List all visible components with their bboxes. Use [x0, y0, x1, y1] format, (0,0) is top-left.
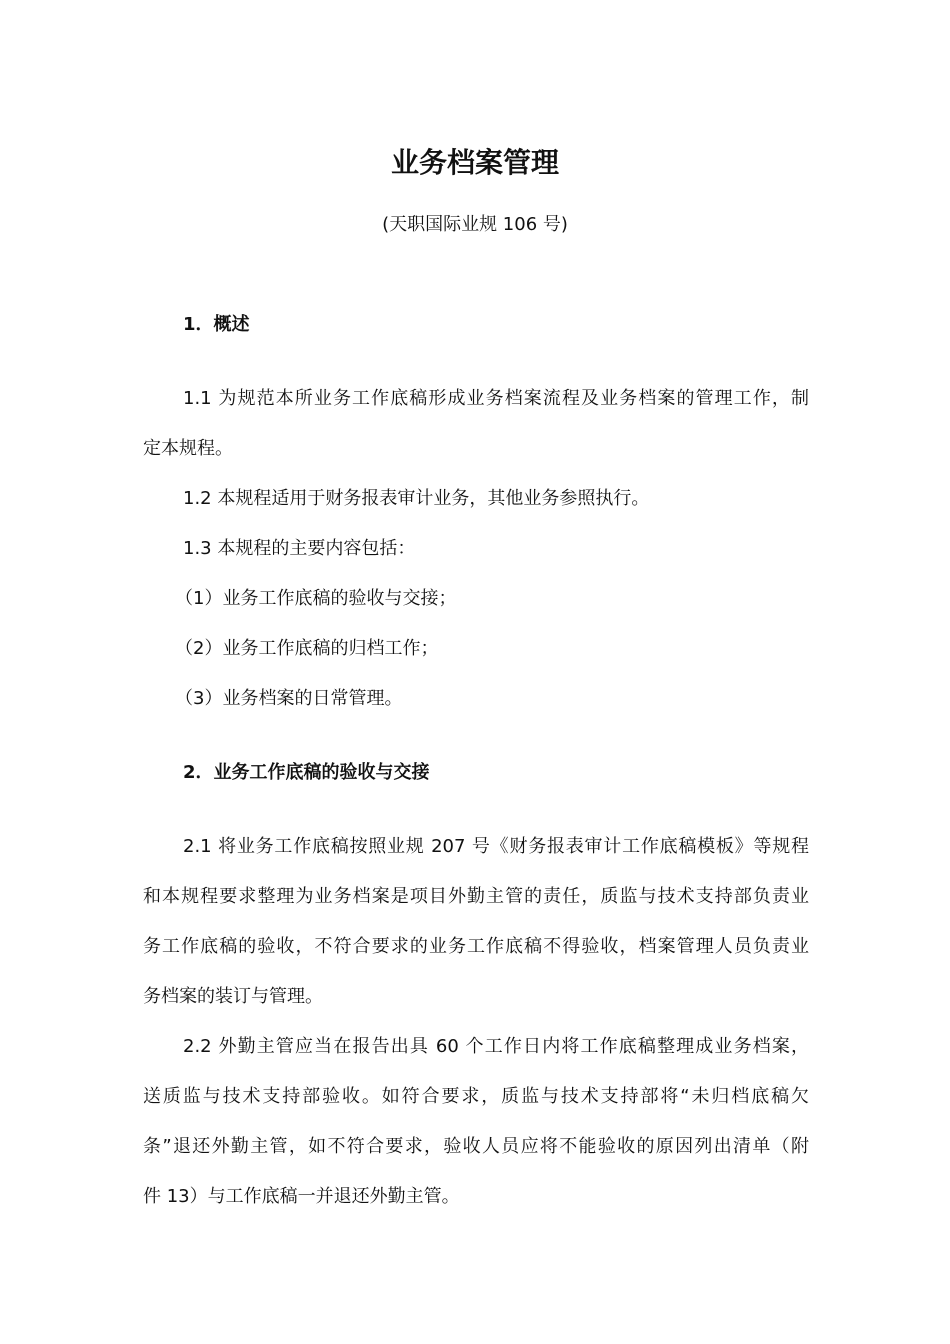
list-item-1: （1）业务工作底稿的验收与交接； — [175, 588, 457, 609]
document-title: 业务档案管理 — [390, 146, 559, 179]
paragraph-1-2: 1.2 本规程适用于财务报表审计业务，其他业务参照执行。 — [183, 488, 650, 509]
paragraph-2-1-line-1: 2.1 将业务工作底稿按照业规 207 号《财务报表审计工作底稿模板》等规程 — [183, 836, 809, 857]
paragraph-2-2-line-1: 2.2 外勤主管应当在报告出具 60 个工作日内将工作底稿整理成业务档案， — [183, 1036, 809, 1057]
paragraph-2-1-line-4: 务档案的装订与管理。 — [143, 986, 323, 1007]
paragraph-2-1-line-3: 务工作底稿的验收，不符合要求的业务工作底稿不得验收，档案管理人员负责业 — [143, 936, 809, 957]
paragraph-2-1-line-2: 和本规程要求整理为业务档案是项目外勤主管的责任，质监与技术支持部负责业 — [143, 886, 809, 907]
paragraph-2-2-line-4: 件 13）与工作底稿一并退还外勤主管。 — [143, 1186, 460, 1207]
list-item-2: （2）业务工作底稿的归档工作； — [175, 638, 439, 659]
paragraph-1-1-line-2: 定本规程。 — [143, 438, 233, 459]
paragraph-1-1-line-1: 1.1 为规范本所业务工作底稿形成业务档案流程及业务档案的管理工作，制 — [183, 388, 809, 409]
list-item-3: （3）业务档案的日常管理。 — [175, 688, 403, 709]
paragraph-1-3: 1.3 本规程的主要内容包括： — [183, 538, 416, 559]
document-subtitle: (天职国际业规 106 号) — [382, 214, 568, 235]
paragraph-2-2-line-3: 条”退还外勤主管，如不符合要求，验收人员应将不能验收的原因列出清单（附 — [143, 1136, 809, 1157]
section-2-heading: 2．业务工作底稿的验收与交接 — [183, 762, 430, 783]
paragraph-2-2-line-2: 送质监与技术支持部验收。如符合要求，质监与技术支持部将“未归档底稿欠 — [143, 1086, 809, 1107]
section-1-heading: 1．概述 — [183, 314, 250, 335]
